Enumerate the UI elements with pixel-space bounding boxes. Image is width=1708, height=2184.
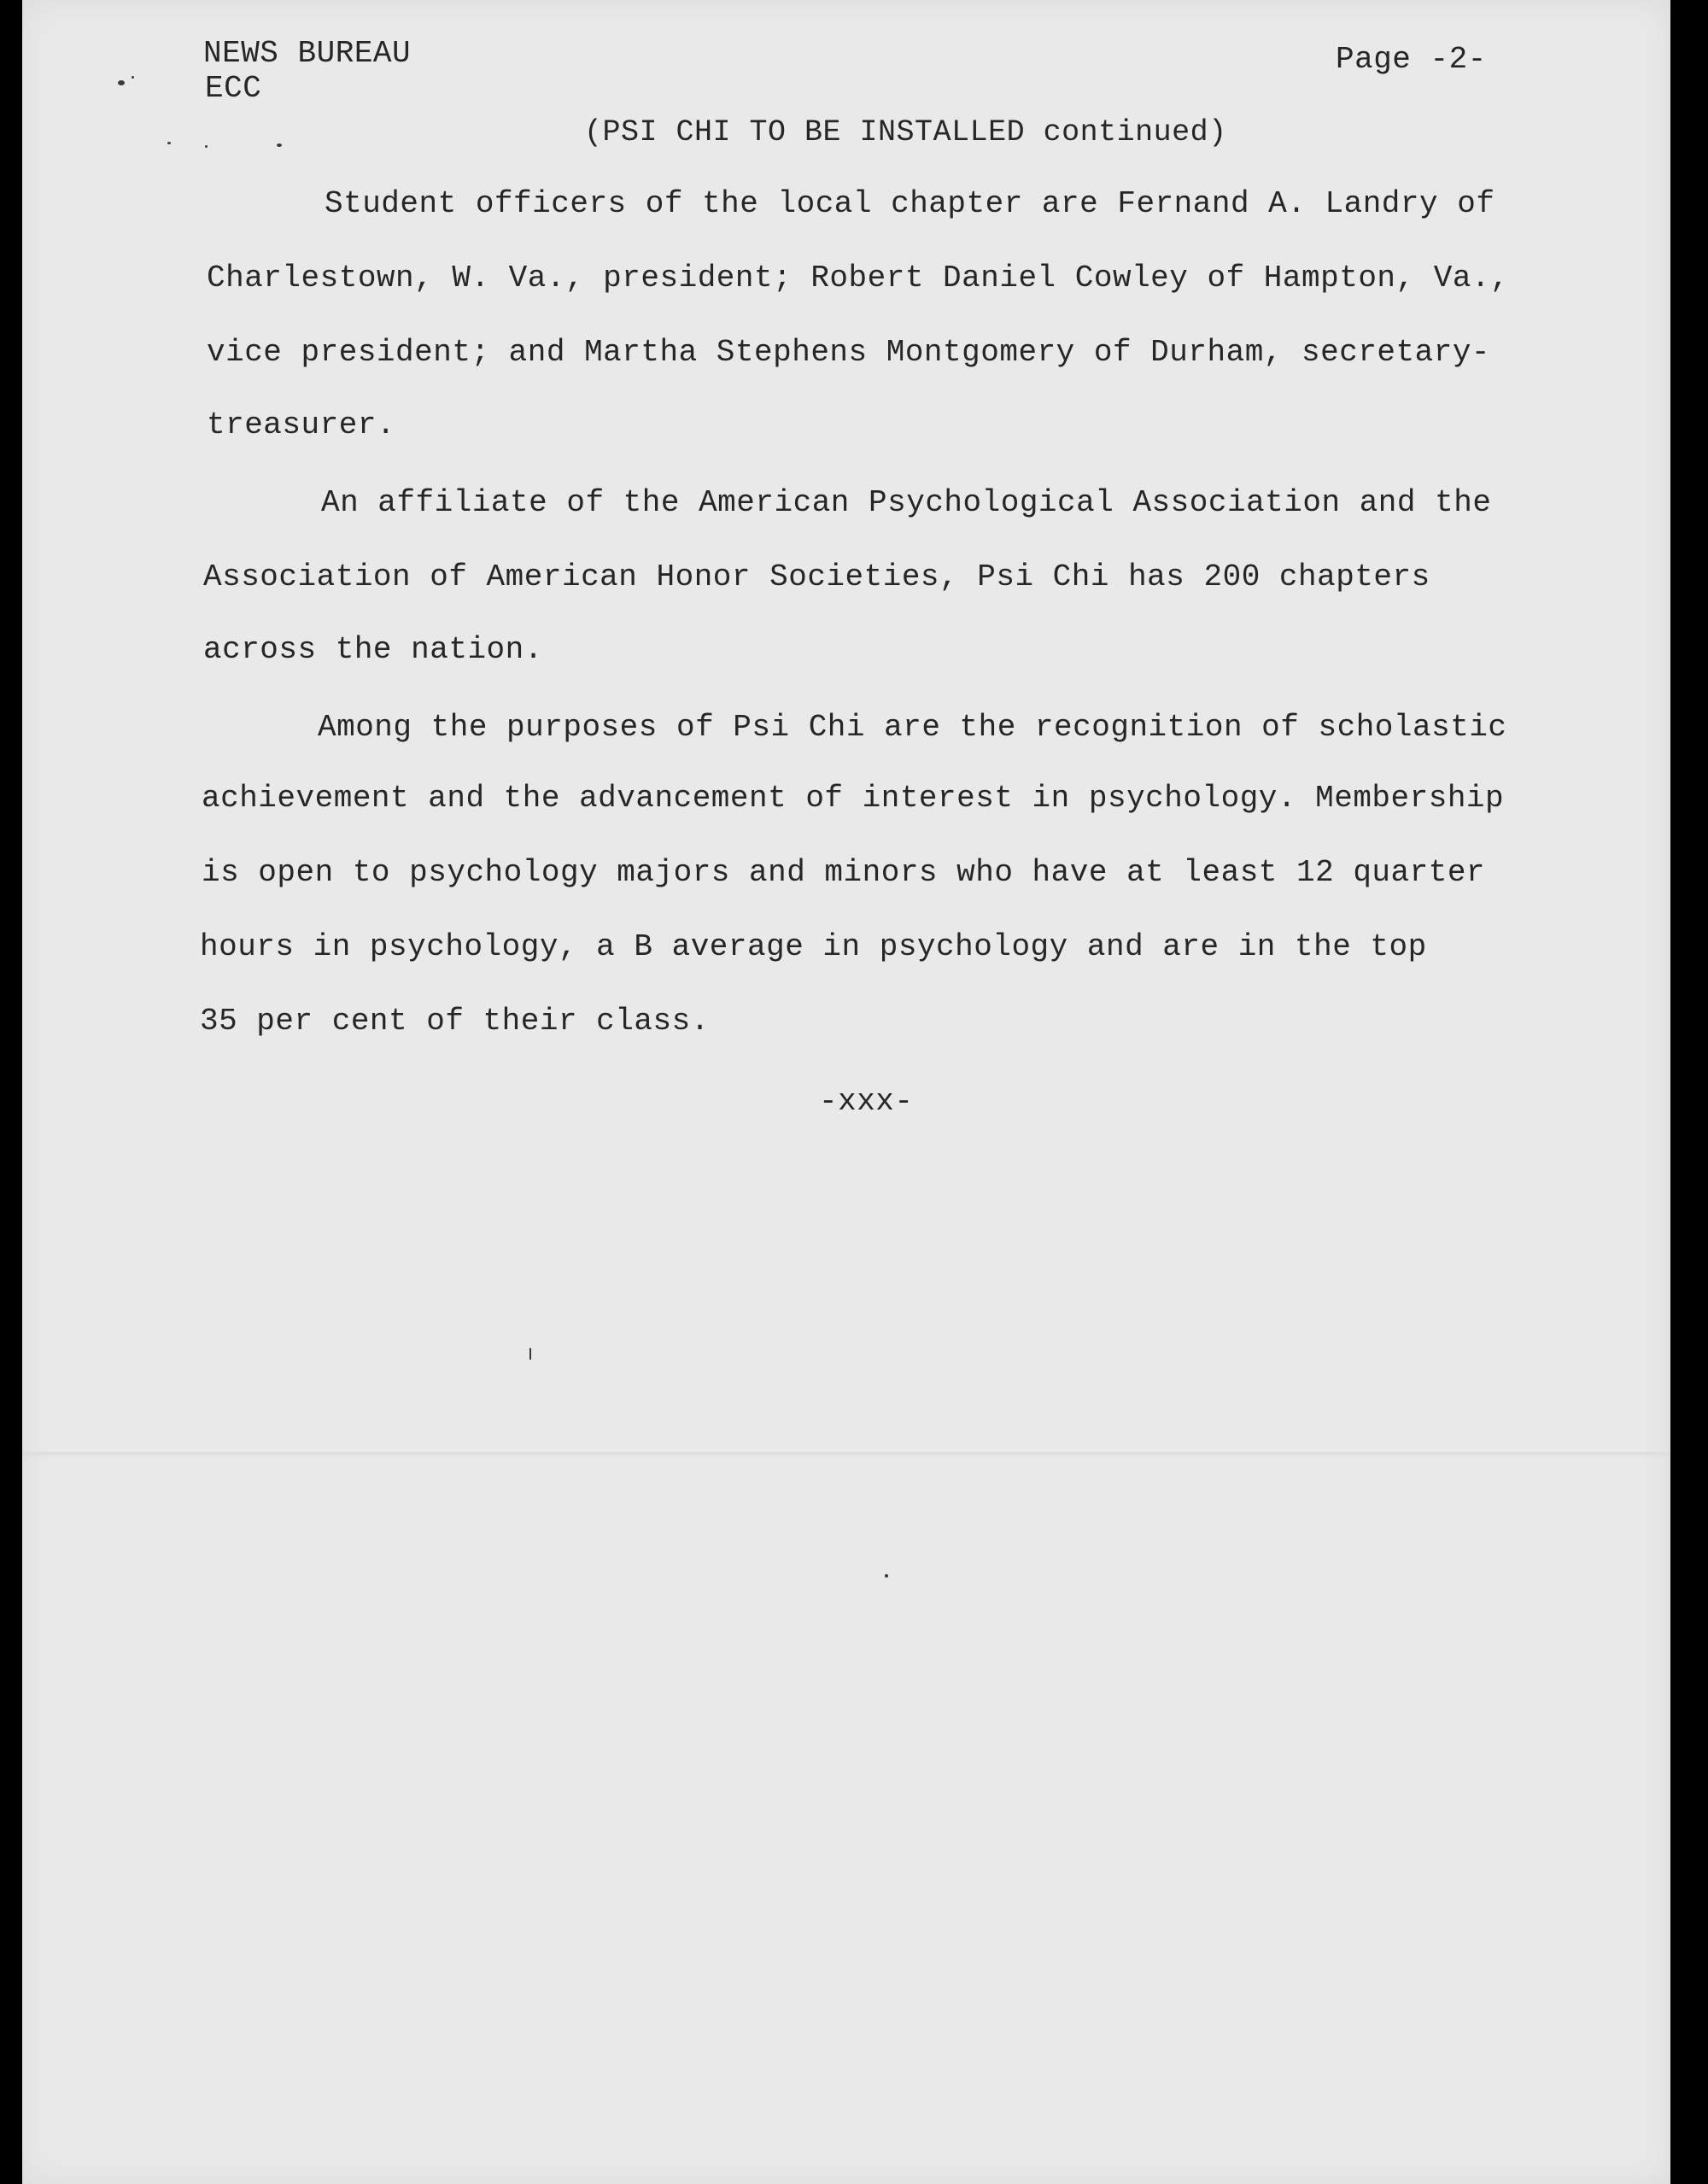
paragraph-1-line-4: treasurer. [207,407,396,442]
paragraph-3-line-4: hours in psychology, a B average in psychology and are in the top [200,929,1427,964]
paragraph-3-line-1: Among the purposes of Psi Chi are the recognition of scholastic [318,710,1507,745]
page-number: Page -2- [1336,42,1487,77]
paper-fold-line [22,1452,1670,1455]
paragraph-3-line-2: achievement and the advancement of interest in psychology. Membership [202,781,1505,816]
end-mark: -xxx- [819,1084,914,1119]
scan-speck [885,1574,888,1578]
org-label: ECC [205,71,262,106]
paragraph-2-line-3: across the nation. [203,632,543,667]
scan-speck [118,80,125,85]
news-bureau-label: NEWS BUREAU [203,36,412,71]
paragraph-2-line-2: Association of American Honor Societies, Psi Chi has 200 chapters [203,559,1430,594]
scan-speck [529,1348,531,1360]
scan-speck [277,143,282,147]
paragraph-1-line-3: vice president; and Martha Stephens Montgomery of Durham, secretary- [207,335,1491,370]
paragraph-3-line-5: 35 per cent of their class. [200,1004,710,1039]
scan-speck [167,142,171,144]
paragraph-1-line-2: Charlestown, W. Va., president; Robert Daniel Cowley of Hampton, Va., [207,261,1510,296]
scan-speck [132,76,134,79]
document-title: (PSI CHI TO BE INSTALLED continued) [584,115,1227,149]
paragraph-3-line-3: is open to psychology majors and minors who have at least 12 quarter [202,855,1486,890]
document-page [22,0,1670,2184]
scan-speck [205,145,208,148]
paragraph-1-line-1: Student officers of the local chapter are Fernand A. Landry of [325,186,1495,221]
paragraph-2-line-1: An affiliate of the American Psychological Association and the [321,485,1492,520]
